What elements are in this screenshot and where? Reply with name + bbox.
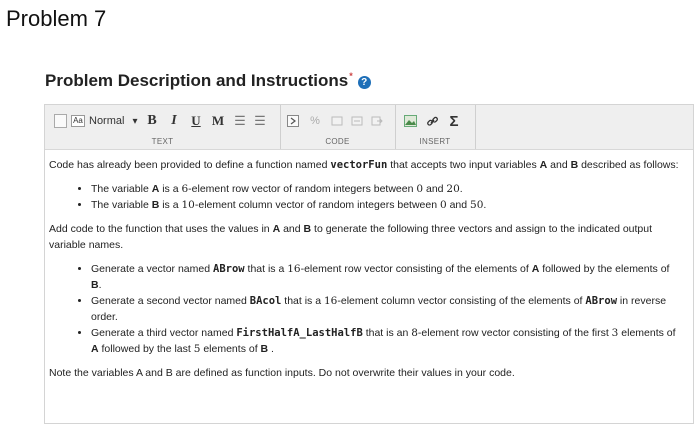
intro-paragraph: Code has already been provided to define a function named vectorFun that accepts two input variables A and B described as follows: — [49, 159, 679, 171]
bold-button[interactable]: B — [147, 113, 157, 128]
toolbar-group-text-label: TEXT — [151, 137, 174, 146]
toolbar-group-insert — [395, 105, 476, 149]
aa-format-icon[interactable]: Aa — [73, 116, 83, 125]
comment-icon[interactable]: % — [310, 115, 320, 127]
list-item: • The variable B is a 10-element column vector of random integers between 0 and 50. — [91, 197, 679, 213]
note-paragraph: Note the variables A and B are defined as function inputs. Do not overwrite their values in your code. — [49, 367, 515, 379]
bullet-list-icon[interactable]: ☰ — [234, 113, 246, 128]
export-icon[interactable] — [370, 113, 384, 129]
task-list — [49, 261, 679, 357]
input-variable-list — [49, 181, 679, 213]
run-section-icon[interactable] — [330, 113, 344, 129]
link-icon[interactable] — [425, 113, 439, 129]
sigma-equation-icon[interactable]: Σ — [449, 112, 459, 130]
insert-code-icon[interactable] — [286, 113, 300, 129]
numbered-list-icon[interactable]: ☰ — [254, 113, 266, 128]
list-item: • Generate a vector named ABrow that is a 16-element row vector consisting of the elements of A followed by the elements of B. — [91, 261, 679, 293]
list-item: • Generate a third vector named FirstHalfA_LastHalfB that is an 8-element row vector consisting of the first 3 elements of A followed by the last 5 elements of B . — [91, 325, 679, 357]
italic-button[interactable]: I — [171, 113, 177, 128]
help-icon[interactable]: ? — [358, 76, 371, 89]
chevron-down-icon: ▾ — [132, 115, 138, 127]
style-select-value: Normal — [89, 115, 125, 127]
toolbar-group-code-label: CODE — [325, 137, 350, 146]
editor-toolbar — [45, 105, 693, 150]
rich-text-editor[interactable] — [44, 104, 694, 424]
toolbar-group-code — [280, 105, 396, 149]
image-icon[interactable] — [403, 113, 417, 129]
list-item: • Generate a second vector named BAcol that is a 16-element column vector consisting of the elements of ABrow in reverse order. — [91, 293, 679, 325]
problem-title: Problem 7 — [6, 6, 107, 31]
section-title-text: Problem Description and Instructions — [45, 71, 349, 90]
toolbar-group-insert-label: INSERT — [419, 137, 451, 146]
task-paragraph: Add code to the function that uses the values in A and B to generate the following three vectors and assign to the indicated output variable names. — [49, 223, 653, 251]
editor-content[interactable] — [49, 157, 679, 381]
section-title — [45, 71, 371, 91]
source-doc-icon[interactable] — [53, 113, 67, 129]
toolbar-group-text — [45, 105, 281, 149]
required-mark: * — [349, 71, 353, 81]
list-item: • The variable A is a 6-element row vector of random integers between 0 and 20. — [91, 181, 679, 197]
paragraph-style-select[interactable] — [89, 113, 141, 129]
underline-button[interactable]: U — [191, 113, 201, 128]
math-button[interactable]: M — [211, 113, 225, 128]
insert-section-icon[interactable] — [350, 113, 364, 129]
